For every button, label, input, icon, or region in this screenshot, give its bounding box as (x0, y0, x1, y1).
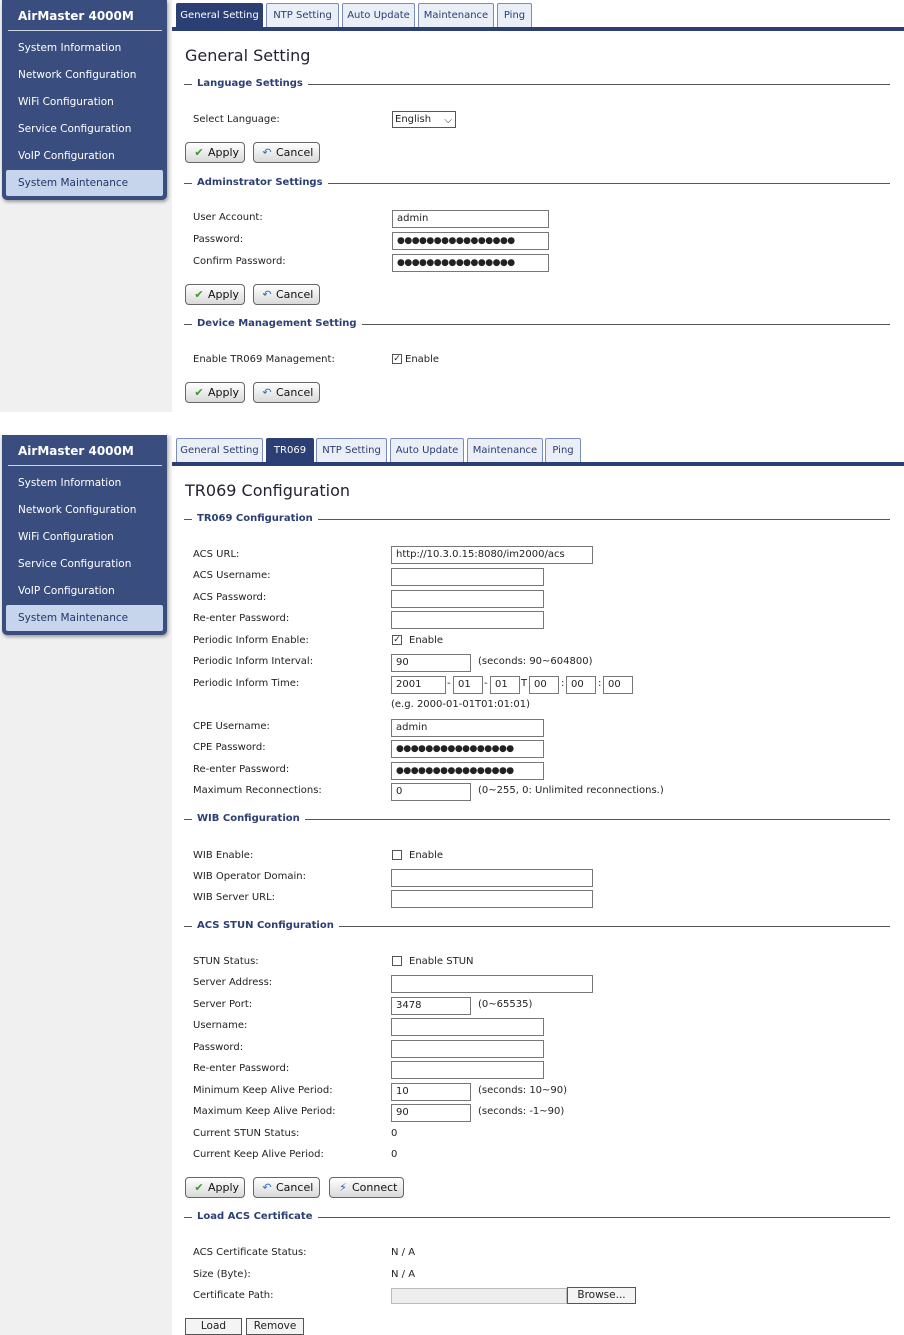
chevron-down-icon: ⌵ (444, 115, 452, 126)
certificate-path-label: Certificate Path: (193, 1290, 274, 1301)
sidebar-item-wifi-configuration[interactable]: WiFi Configuration (18, 531, 114, 543)
wib-operator-domain-input[interactable] (391, 869, 593, 887)
cancel-button[interactable]: ↶ Cancel (253, 1177, 320, 1198)
tab-ping[interactable]: Ping (497, 3, 532, 27)
acs-url-input[interactable]: http://10.3.0.15:8080/im2000/acs (391, 546, 593, 564)
date-separator: - (447, 678, 451, 689)
sidebar-item-system-maintenance[interactable]: System Maintenance (6, 605, 163, 631)
browse-button[interactable]: Browse... (567, 1287, 636, 1304)
stun-reenter-password-input[interactable] (391, 1061, 544, 1079)
legend-text: Device Management Setting (192, 318, 362, 330)
periodic-inform-enable-label: Periodic Inform Enable: (193, 635, 309, 646)
min-keep-alive-input[interactable]: 10 (391, 1083, 471, 1101)
sidebar (2, 435, 167, 635)
page-title: General Setting (185, 46, 311, 65)
stun-username-input[interactable] (391, 1018, 544, 1036)
legend-text: ACS STUN Configuration (192, 920, 339, 932)
max-reconnections-hint: (0~255, 0: Unlimited reconnections.) (478, 785, 664, 796)
current-keep-alive-value: 0 (391, 1149, 398, 1160)
enable-stun-checkbox-label: Enable STUN (409, 956, 474, 967)
sidebar-item-voip-configuration[interactable]: VoIP Configuration (18, 150, 115, 162)
user-account-input[interactable]: admin (392, 210, 549, 228)
acs-certificate-status-value: N / A (391, 1247, 416, 1258)
legend-text: Language Settings (192, 78, 308, 90)
legend-text: WIB Configuration (192, 813, 305, 825)
acs-password-label: ACS Password: (193, 592, 267, 603)
cpe-password-label: CPE Password: (193, 742, 266, 753)
cancel-button[interactable]: ↶ Cancel (253, 382, 320, 403)
tr069-panel (0, 435, 904, 1335)
reenter-cpe-password-input[interactable]: ●●●●●●●●●●●●●●●● (391, 762, 544, 780)
connect-button[interactable]: ⚡ Connect (329, 1177, 404, 1198)
tab-maintenance[interactable]: Maintenance (418, 3, 494, 27)
wib-operator-domain-label: WIB Operator Domain: (193, 871, 306, 882)
min-keep-alive-label: Minimum Keep Alive Period: (193, 1085, 333, 1096)
sidebar-item-system-information[interactable]: System Information (18, 42, 122, 54)
select-language-label: Select Language: (193, 114, 280, 125)
enable-tr069-checkbox[interactable]: ✓ (393, 354, 401, 364)
tab-ntp-setting[interactable]: NTP Setting (316, 438, 387, 462)
undo-icon: ↶ (262, 288, 272, 301)
undo-icon: ↶ (262, 146, 272, 159)
tab-auto-update[interactable]: Auto Update (390, 438, 464, 462)
time-separator: : (598, 678, 602, 689)
sidebar-item-wifi-configuration[interactable]: WiFi Configuration (18, 96, 114, 108)
remove-button[interactable]: Remove (246, 1318, 304, 1335)
language-select-value: English (395, 114, 432, 125)
wib-enable-checkbox-label: Enable (409, 850, 444, 861)
undo-icon: ↶ (262, 386, 272, 399)
current-keep-alive-label: Current Keep Alive Period: (193, 1149, 324, 1160)
sidebar-item-network-configuration[interactable]: Network Configuration (18, 504, 137, 516)
device-management-legend (184, 318, 890, 330)
max-reconnections-label: Maximum Reconnections: (193, 785, 322, 796)
sidebar-item-network-configuration[interactable]: Network Configuration (18, 69, 137, 81)
apply-button[interactable]: ✔ Apply (185, 284, 245, 305)
cpe-username-label: CPE Username: (193, 721, 270, 732)
stun-status-label: STUN Status: (193, 956, 259, 967)
user-account-label: User Account: (193, 212, 263, 223)
apply-button[interactable]: ✔ Apply (185, 1177, 245, 1198)
server-port-input[interactable]: 3478 (391, 997, 471, 1015)
periodic-inform-enable-checkbox-label: Enable (409, 635, 444, 646)
min-keep-alive-hint: (seconds: 10~90) (478, 1085, 568, 1096)
inform-time-year-input[interactable]: 2001 (391, 676, 446, 694)
check-icon: ✔ (194, 386, 204, 399)
acs-username-label: ACS Username: (193, 570, 271, 581)
time-separator: : (561, 678, 565, 689)
enable-tr069-checkbox-label: Enable (405, 354, 440, 365)
wib-server-url-input[interactable] (391, 890, 593, 908)
language-settings-legend (184, 78, 890, 90)
current-stun-status-value: 0 (391, 1128, 398, 1139)
wib-config-legend (184, 813, 890, 825)
tab-underline (172, 462, 904, 466)
enable-tr069-label: Enable TR069 Management: (193, 354, 335, 365)
wib-enable-checkbox[interactable] (392, 850, 402, 860)
sidebar-title: AirMaster 4000M (18, 444, 134, 458)
stun-password-input[interactable] (391, 1040, 544, 1058)
max-keep-alive-input[interactable]: 90 (391, 1104, 471, 1122)
stun-password-label: Password: (193, 1042, 244, 1053)
size-byte-value: N / A (391, 1269, 416, 1280)
tr069-config-legend (184, 513, 890, 525)
tab-ping[interactable]: Ping (545, 438, 581, 462)
size-byte-label: Size (Byte): (193, 1269, 251, 1280)
acs-stun-legend (184, 920, 890, 932)
confirm-password-label: Confirm Password: (193, 256, 286, 267)
password-label: Password: (193, 234, 244, 245)
legend-text: Load ACS Certificate (192, 1211, 318, 1223)
reenter-acs-password-label: Re-enter Password: (193, 613, 290, 624)
inform-time-hint: (e.g. 2000-01-01T01:01:01) (391, 699, 530, 710)
enable-stun-checkbox[interactable] (392, 956, 402, 966)
date-separator: - (484, 678, 488, 689)
inform-time-minute-input[interactable]: 00 (566, 676, 596, 694)
periodic-inform-time-label: Periodic Inform Time: (193, 678, 300, 689)
apply-button[interactable]: ✔ Apply (185, 382, 245, 403)
admin-settings-legend (184, 177, 890, 189)
server-port-label: Server Port: (193, 999, 253, 1010)
wib-enable-label: WIB Enable: (193, 850, 254, 861)
cancel-button[interactable]: ↶ Cancel (253, 284, 320, 305)
load-acs-certificate-legend (184, 1211, 890, 1223)
wib-server-url-label: WIB Server URL: (193, 892, 276, 903)
language-select[interactable] (392, 111, 456, 128)
sidebar-item-system-information[interactable]: System Information (18, 477, 122, 489)
server-port-hint: (0~65535) (478, 999, 533, 1010)
max-reconnections-input[interactable]: 0 (391, 783, 471, 801)
tab-ntp-setting[interactable]: NTP Setting (266, 3, 339, 27)
sidebar-title: AirMaster 4000M (18, 9, 134, 23)
stun-username-label: Username: (193, 1020, 248, 1031)
acs-password-input[interactable] (391, 590, 544, 608)
acs-username-input[interactable] (391, 568, 544, 586)
server-address-input[interactable] (391, 975, 593, 993)
cancel-button[interactable]: ↶ Cancel (253, 142, 320, 163)
page-title: TR069 Configuration (185, 481, 351, 500)
check-icon: ✔ (194, 288, 204, 301)
sidebar (2, 0, 167, 200)
cpe-username-input[interactable]: admin (391, 719, 544, 737)
legend-text: Adminstrator Settings (192, 177, 328, 189)
acs-certificate-status-label: ACS Certificate Status: (193, 1247, 307, 1258)
periodic-inform-enable-checkbox[interactable]: ✓ (393, 635, 401, 645)
reenter-acs-password-input[interactable] (391, 611, 544, 629)
periodic-inform-interval-hint: (seconds: 90~604800) (478, 656, 593, 667)
periodic-inform-interval-input[interactable]: 90 (391, 654, 471, 672)
max-keep-alive-label: Maximum Keep Alive Period: (193, 1106, 336, 1117)
acs-url-label: ACS URL: (193, 549, 240, 560)
tab-maintenance[interactable]: Maintenance (467, 438, 543, 462)
load-button[interactable]: Load (185, 1318, 242, 1335)
time-separator-t: T (521, 678, 528, 689)
server-address-label: Server Address: (193, 977, 273, 988)
stun-reenter-password-label: Re-enter Password: (193, 1063, 290, 1074)
reenter-cpe-password-label: Re-enter Password: (193, 764, 290, 775)
password-input[interactable]: ●●●●●●●●●●●●●●●● (392, 232, 549, 250)
tab-underline (172, 27, 904, 31)
periodic-inform-interval-label: Periodic Inform Interval: (193, 656, 314, 667)
inform-time-month-input[interactable]: 01 (453, 676, 483, 694)
max-keep-alive-hint: (seconds: -1~90) (478, 1106, 565, 1117)
check-icon: ✔ (194, 1181, 204, 1194)
legend-text: TR069 Configuration (192, 513, 318, 525)
inform-time-second-input[interactable]: 00 (603, 676, 633, 694)
inform-time-hour-input[interactable]: 00 (529, 676, 559, 694)
certificate-path-input[interactable] (391, 1288, 567, 1304)
sidebar-item-voip-configuration[interactable]: VoIP Configuration (18, 585, 115, 597)
inform-time-day-input[interactable]: 01 (490, 676, 520, 694)
sidebar-item-service-configuration[interactable]: Service Configuration (18, 123, 132, 135)
current-stun-status-label: Current STUN Status: (193, 1128, 300, 1139)
sidebar-item-system-maintenance[interactable]: System Maintenance (6, 170, 163, 196)
tab-general-setting[interactable]: General Setting (176, 3, 263, 27)
plug-icon: ⚡ (339, 1181, 347, 1194)
apply-button[interactable]: ✔ Apply (185, 142, 245, 163)
cpe-password-input[interactable]: ●●●●●●●●●●●●●●●● (391, 740, 544, 758)
confirm-password-input[interactable]: ●●●●●●●●●●●●●●●● (392, 254, 549, 272)
undo-icon: ↶ (262, 1181, 272, 1194)
sidebar-item-service-configuration[interactable]: Service Configuration (18, 558, 132, 570)
tab-auto-update[interactable]: Auto Update (342, 3, 415, 27)
tab-general-setting[interactable]: General Setting (176, 438, 263, 462)
general-setting-panel (0, 0, 904, 412)
check-icon: ✔ (194, 146, 204, 159)
tab-tr069[interactable]: TR069 (266, 438, 314, 462)
